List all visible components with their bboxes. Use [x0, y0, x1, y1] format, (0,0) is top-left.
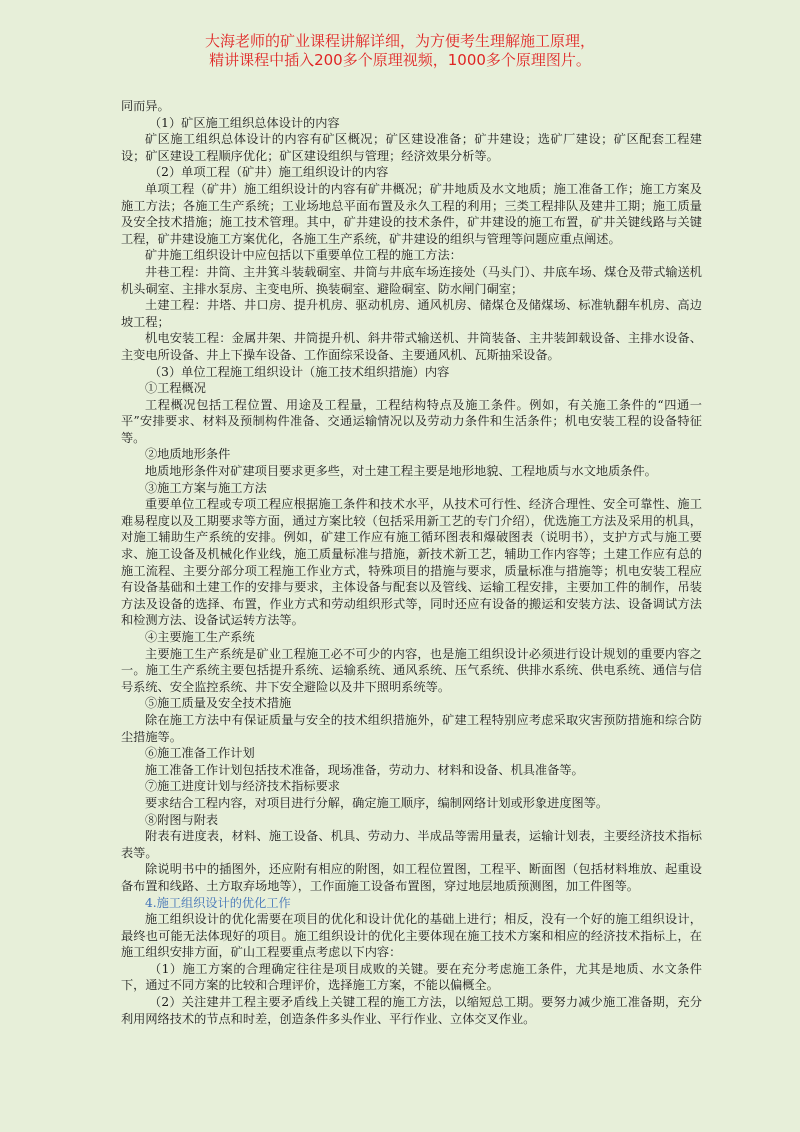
- paragraph: 重要单位工程或专项工程应根据施工条件和技术水平，从技术可行性、经济合理性、安全可靠性、施工难易程度以及工期要求等方面，通过方案比较（包括采用新工艺的专门介绍），优选施工方法及采用的机具，对施工辅助生产系统的安排。例如，矿建工作应有施工循环图表和爆破图表（说明书），支护方式与施工要求、施工设备及机械化作业线，施工质量标准与措施，新技术新工艺，辅助工作内容等；土建工作应有总的施工流程、主要分部分项工程施工作业方式，特殊项目的措施与要求，质量标准与措施等；机电安装工程应有设备基础和土建工作的安排与要求，主体设备与配套以及管线、运输工程安排，主要加工件的制作，吊装方法及设备的选择、布置，作业方式和劳动组织形式等，同时还应有设备的搬运和安装方法、设备调试方法和检测方法、设备试运转方法等。: [121, 497, 702, 628]
- paragraph: 除说明书中的插图外，还应附有相应的附图，如工程位置图，工程平、断面图（包括材料堆放、起重设备布置和线路、土方取弃场地等），工作面施工设备布置图，穿过地层地质预测图，加工件图等。: [121, 862, 702, 893]
- banner-line-2: 精讲课程中插入200多个原理视频，1000多个原理图片。: [209, 51, 591, 69]
- paragraph: （3）单位工程施工组织设计（施工技术组织措施）内容: [149, 364, 450, 379]
- paragraph: ⑦施工进度计划与经济技术指标要求: [145, 779, 340, 794]
- paragraph: （1）矿区施工组织总体设计的内容: [149, 115, 340, 130]
- section-heading: 4.施工组织设计的优化工作: [145, 895, 291, 910]
- paragraph: 除在施工方法中有保证质量与安全的技术组织措施外，矿建工程特别应考虑采取灾害预防措施和综合防尘措施等。: [121, 712, 702, 744]
- document-body: [121, 98, 702, 1027]
- paragraph: 井巷工程：井筒、主井箕斗装载硐室、井筒与井底车场连接处（马头门）、井底车场、煤仓及带式输送机机头硐室、主排水泵房、主变电所、换装硐室、避险硐室、防水闸门硐室；: [121, 264, 702, 296]
- paragraph: 主要施工生产系统是矿业工程施工必不可少的内容，也是施工组织设计必须进行设计规划的重要内容之一。施工生产系统主要包括提升系统、运输系统、通风系统、压气系统、供排水系统、供电系统、通信与信号系统、安全监控系统、井下安全避险以及井下照明系统等。: [121, 646, 702, 694]
- paragraph: 工程概况包括工程位置、用途及工程量，工程结构特点及施工条件。例如，有关施工条件的“四通一平”安排要求、材料及预制构件准备、交通运输情况以及劳动力条件和生活条件；机电安装工程的设备特征等。: [121, 397, 702, 445]
- paragraph: 机电安装工程：金属井架、井筒提升机、斜井带式输送机、井筒装备、主井装卸载设备、主排水设备、主变电所设备、井上下操车设备、工作面综采设备、主要通风机、瓦斯抽采设备。: [121, 331, 702, 362]
- paragraph: （2）关注建井工程主要矛盾线上关键工程的施工方法，以缩短总工期。要努力减少施工准备期，充分利用网络技术的节点和时差，创造条件多头作业、平行作业、立体交叉作业。: [121, 995, 702, 1026]
- paragraph: 附表有进度表，材料、施工设备、机具、劳动力、半成品等需用量表，运输计划表，主要经济技术指标表等。: [121, 829, 702, 860]
- paragraph: ④主要施工生产系统: [145, 630, 255, 644]
- paragraph: 要求结合工程内容，对项目进行分解，确定施工顺序，编制网络计划或形象进度图等。: [145, 795, 609, 810]
- banner-line-1: 大海老师的矿业课程讲解详细，为方便考生理解施工原理，: [204, 32, 595, 50]
- paragraph: 施工准备工作计划包括技术准备，现场准备，劳动力、材料和设备、机具准备等。: [145, 762, 584, 777]
- paragraph: 同而异。: [121, 99, 170, 113]
- paragraph: 施工组织设计的优化需要在项目的优化和设计优化的基础上进行；相反，没有一个好的施工组织设计，最终也可能无法体现好的项目。施工组织设计的优化主要体现在施工技术方案和相应的经济技术指标上，在施工组织安排方面，矿山工程要重点考虑以下内容：: [121, 912, 702, 960]
- paragraph: ⑧附图与附表: [145, 812, 219, 827]
- paragraph: 矿井施工组织设计中应包括以下重要单位工程的施工方法：: [145, 248, 462, 263]
- paragraph: 单项工程（矿井）施工组织设计的内容有矿井概况；矿井地质及水文地质；施工准备工作；施工方案及施工方法；各施工生产系统；工业场地总平面布置及永久工程的利用；三类工程排队及建井工期；施工质量及安全技术措施；施工技术管理。其中，矿井建设的技术条件，矿井建设的施工布置，矿井关键线路与关键工程，矿井建设施工方案优化，各施工生产系统，矿井建设的组织与管理等问题应重点阐述。: [121, 181, 702, 246]
- paragraph: ①工程概况: [145, 381, 206, 396]
- paragraph: （2）单项工程（矿井）施工组织设计的内容: [149, 165, 389, 180]
- paragraph: 矿区施工组织总体设计的内容有矿区概况；矿区建设准备；矿井建设；选矿厂建设；矿区配套工程建设；矿区建设工程顺序优化；矿区建设组织与管理；经济效果分析等。: [121, 132, 702, 163]
- paragraph: ⑤施工质量及安全技术措施: [145, 696, 292, 711]
- paragraph: 土建工程：井塔、井口房、提升机房、驱动机房、通风机房、储煤仓及储煤场、标准轨翻车机房、高边坡工程；: [121, 298, 702, 329]
- paragraph: 地质地形条件对矿建项目要求更多些，对土建工程主要是地形地貌、工程地质与水文地质条件。: [145, 464, 657, 479]
- paragraph: ⑥施工准备工作计划: [145, 746, 255, 761]
- paragraph: ③施工方案与施工方法: [145, 480, 267, 495]
- paragraph: ②地质地形条件: [145, 447, 231, 462]
- paragraph: （1）施工方案的合理确定往往是项目成败的关键。要在充分考虑施工条件，尤其是地质、水文条件下，通过不同方案的比较和合理评价，选择施工方案，不能以偏概全。: [121, 961, 702, 993]
- promo-banner: [0, 32, 800, 70]
